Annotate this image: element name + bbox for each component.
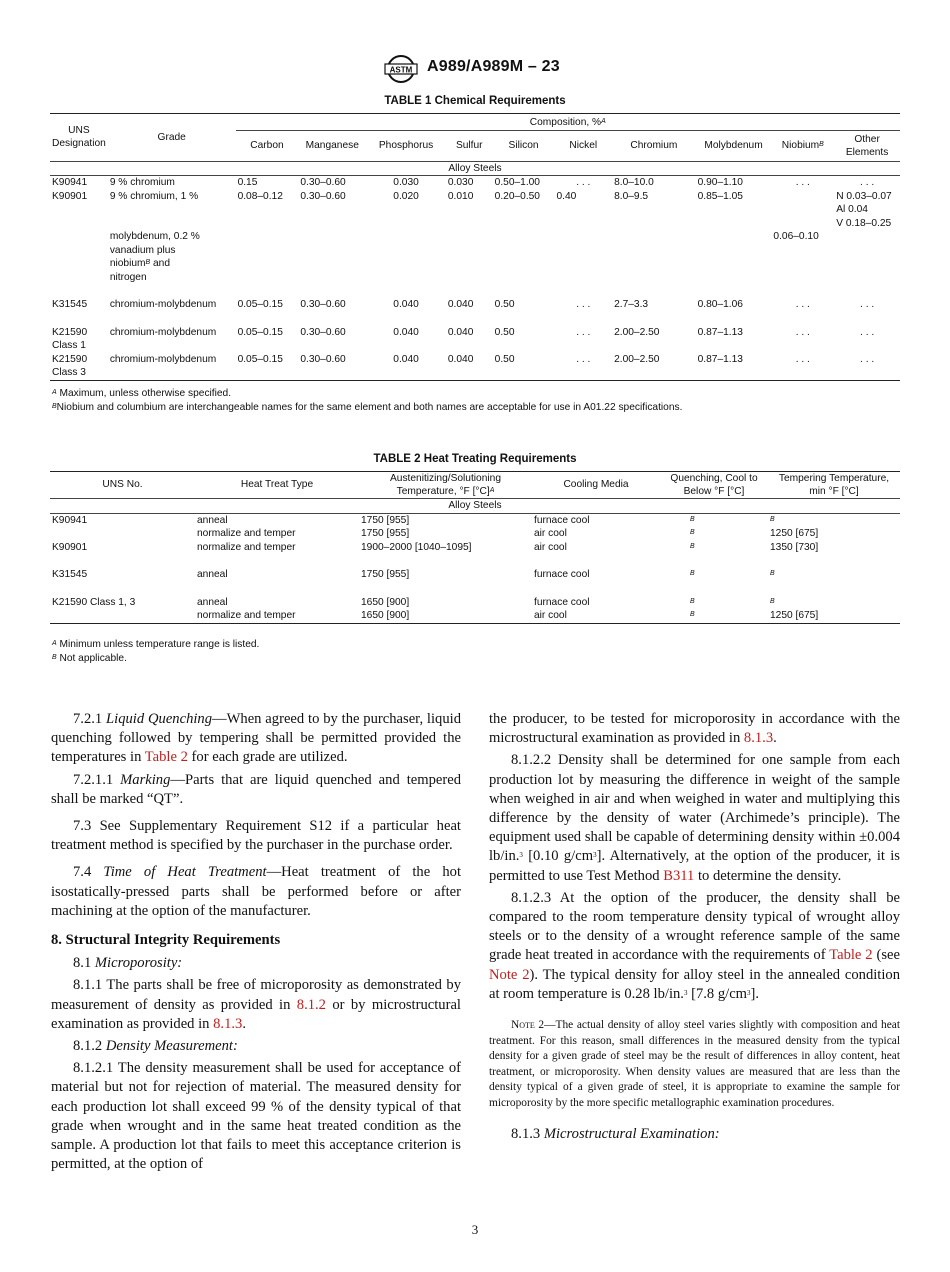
link-8-1-3[interactable]: 8.1.3 (213, 1015, 243, 1032)
table-row: K31545 chromium-molybdenum 0.05–0.15 0.30–0.60 0.040 0.040 0.50 . . . 2.7–3.3 0.80–1.06 . . . . . . (52, 299, 875, 310)
col-tempering-temperature: Tempering Temperature, min °F [°C] (778, 473, 890, 497)
footnote-b: $^B$Niobium and columbium are interchangeable names for the same element and both names are acceptable for use in A01.22 specifications. (52, 401, 683, 413)
table-row: K90901 normalize and temper 1900–2000 [1040–1095] air cool $^B$ 1350 [730] (52, 541, 819, 553)
col-uns-designation: UNS Designation (50, 114, 108, 162)
table2-title: TABLE 2 Heat Treating Requirements (373, 453, 577, 465)
table-row: K21590 Class 3 chromium-molybdenum 0.05–0.15 0.30–0.60 0.040 0.040 0.50 . . . 2.00–2.50 0.87–1.13 . . . . . . (50, 353, 900, 381)
table-row: K21590 Class 1, 3 anneal 1650 [900] furnace cool $^B$ $^B$ (52, 596, 775, 608)
composition-header: Composition, %$^A$ (236, 114, 900, 131)
para-8-1-1: 8.1.1 The parts shall be free of microporosity as demonstrated by measurement of density as provided in 8.1.2 or by microstructural examination as provided in 8.1.3. (51, 977, 461, 1032)
para-8-1: 8.1 Microporosity: (73, 955, 183, 972)
table-2-link[interactable]: Table 2 (829, 947, 873, 964)
col-quenching: Quenching, Cool to Below °F [°C] (670, 473, 758, 497)
para-8-1-2-3: 8.1.2.3 At the option of the producer, the density shall be compared to the room temperature density typical of wrought alloy steels or to the density of a wrought reference sample of the same grade heat treated in accordance with the requirements of Table 2 (see Note 2). The typical density for alloy steel in the annealed condition at room temperature is 0.28 lb/in.$^3$ [7.8 $g/cm^3$]. (489, 889, 900, 1002)
para-8-1-2: 8.1.2 Density Measurement: (73, 1038, 238, 1055)
right-column (489, 710, 900, 1147)
para-7-3: 7.3 See Supplementary Requirement S12 if a particular heat treatment method is specified by the purchaser in the purchase order. (51, 818, 461, 854)
para-8-1-2-1: 8.1.2.1 The density measurement shall be used for acceptance of material but not for rejection of material. The measured density for each production lot shall exceed 99 % of the density typical of that grade when wrought and in the same heat treated condition as the sample. A production lot that fails to meet this acceptance criterion is permitted, at the option of (51, 1060, 461, 1173)
astm-logo-icon (381, 54, 421, 84)
group-label: Alloy Steels (448, 500, 502, 511)
para-8-1-3: 8.1.3 Microstructural Examination: (511, 1126, 720, 1143)
para-8-1-2-1-cont: the producer, to be tested for microporosity in accordance with the microstructural examination as provided in 8.1.3. (489, 711, 900, 747)
col-austenitizing-temperature: Austenitizing/Solutioning Temperature, °F $[^\circ C]^A$ (389, 473, 501, 497)
table-row: K90941 9 % chromium 0.15 0.30–0.60 0.030 0.030 0.50–1.00 . . . 8.0–10.0 0.90–1.10 . . . . . . (52, 177, 875, 188)
col-niobium: Niobium$^B$ (781, 139, 824, 151)
col-manganese: Manganese (305, 139, 359, 151)
table-row: K31545 anneal 1750 [955] furnace cool $^B$ $^B$ (52, 569, 775, 580)
table-2-link[interactable]: Table 2 (144, 749, 188, 766)
para-7-4: 7.4 Time of Heat Treatment—Heat treatment of the hot isostatically-pressed parts shall be performed before or after machining at the option of the manufacturer. (51, 864, 461, 919)
col-silicon: Silicon (508, 139, 539, 151)
footnote-b: $^B$ Not applicable. (52, 652, 127, 664)
col-sulfur: Sulfur (455, 139, 483, 151)
table-row: normalize and temper 1650 [900] air cool $^B$ 1250 [675] (50, 609, 900, 623)
para-8-1-2-2: 8.1.2.2 Density shall be determined for one sample from each production lot by measuring the difference in weight of the sample when weighed in air and when weighed in water and multiplying this difference by the density of water (Archimede’s principle). The equipment used shall be capable of determining density within ±0.004 lb/in.$^3$ [0.10 $g/cm^3$]. Alternatively, at the option of the producer, it is permitted to use Test Method B311 to determine the density. (489, 752, 900, 884)
document-id: A989/A989M – 23 (427, 58, 560, 75)
table-row: normalize and temper 1750 [955] air cool $^B$ 1250 [675] (197, 528, 819, 539)
footnote-a: $^A$ Maximum, unless otherwise specified. (52, 388, 232, 399)
note-2: Note 2—The actual density of alloy steel varies slightly with composition and heat treatment. For this reason, small differences in the measured density from the typical density for a given grade of steel may be the result of differences in alloy content, heat treatment, or microporosity. When density values are measured that are less than the density typical of a given grade of steel, it is appropriate to examine the sample for microporosity by the more specific metallographic examination procedures. (489, 1019, 900, 1109)
table-row: K90941 anneal 1750 [955] furnace cool $^B$ $^B$ (52, 514, 775, 526)
page-header (0, 54, 950, 86)
logo-text: ASTM (389, 65, 413, 75)
table-row: K21590 Class 1 chromium-molybdenum 0.05–0.15 0.30–0.60 0.040 0.040 0.50 . . . 2.00–2.50 0.87–1.13 . . . . . . (52, 326, 875, 351)
left-column (51, 710, 461, 1177)
link-8-1-2[interactable]: 8.1.2 (296, 996, 326, 1013)
table2-footnotes (52, 638, 902, 665)
footnote-a: $^A$ Minimum unless temperature range is listed. (52, 639, 260, 650)
note-2-link[interactable]: Note 2 (489, 966, 530, 983)
col-chromium: Chromium (630, 139, 678, 151)
section-8-heading: 8. Structural Integrity Requirements (51, 932, 281, 949)
b311-link[interactable]: B311 (663, 867, 695, 884)
col-other-elements: Other Elements (845, 133, 889, 158)
table-row-continuation: molybdenum, 0.2 % vanadium plus niobium$^B$ and nitrogen 0.06–0.10 (109, 231, 819, 283)
heat-treating-table (50, 471, 900, 624)
group-label: Alloy Steels (448, 162, 502, 174)
col-heat-treat-type: Heat Treat Type (240, 479, 314, 491)
table1-footnotes (52, 387, 902, 414)
col-phosphorus: Phosphorus (378, 139, 434, 151)
col-carbon: Carbon (250, 139, 284, 151)
table1-title: TABLE 1 Chemical Requirements (384, 95, 566, 107)
link-8-1-3[interactable]: 8.1.3 (743, 730, 774, 747)
col-grade: Grade (108, 114, 236, 162)
table-row: K90901 9 % chromium, 1 % 0.08–0.12 0.30–0.60 0.020 0.010 0.20–0.50 0.40 8.0–9.5 0.85–1.05 N 0.03–0.07 Al 0.04 V 0.18–0.25 (52, 190, 892, 229)
col-cooling-media: Cooling Media (563, 479, 629, 491)
col-nickel: Nickel (569, 139, 598, 151)
para-7-2-1: 7.2.1 Liquid Quenching—When agreed to by the purchaser, liquid quenching followed by tempering shall be permitted provided the temperatures in Table 2 for each grade are utilized. (51, 711, 461, 766)
para-7-2-1-1: 7.2.1.1 Marking—Parts that are liquid quenched and tempered shall be marked “QT”. (51, 771, 461, 807)
chemical-requirements-table (50, 113, 900, 381)
page-number: 3 (471, 1222, 479, 1237)
col-uns-no: UNS No. (102, 479, 143, 491)
col-molybdenum: Molybdenum (704, 139, 763, 151)
